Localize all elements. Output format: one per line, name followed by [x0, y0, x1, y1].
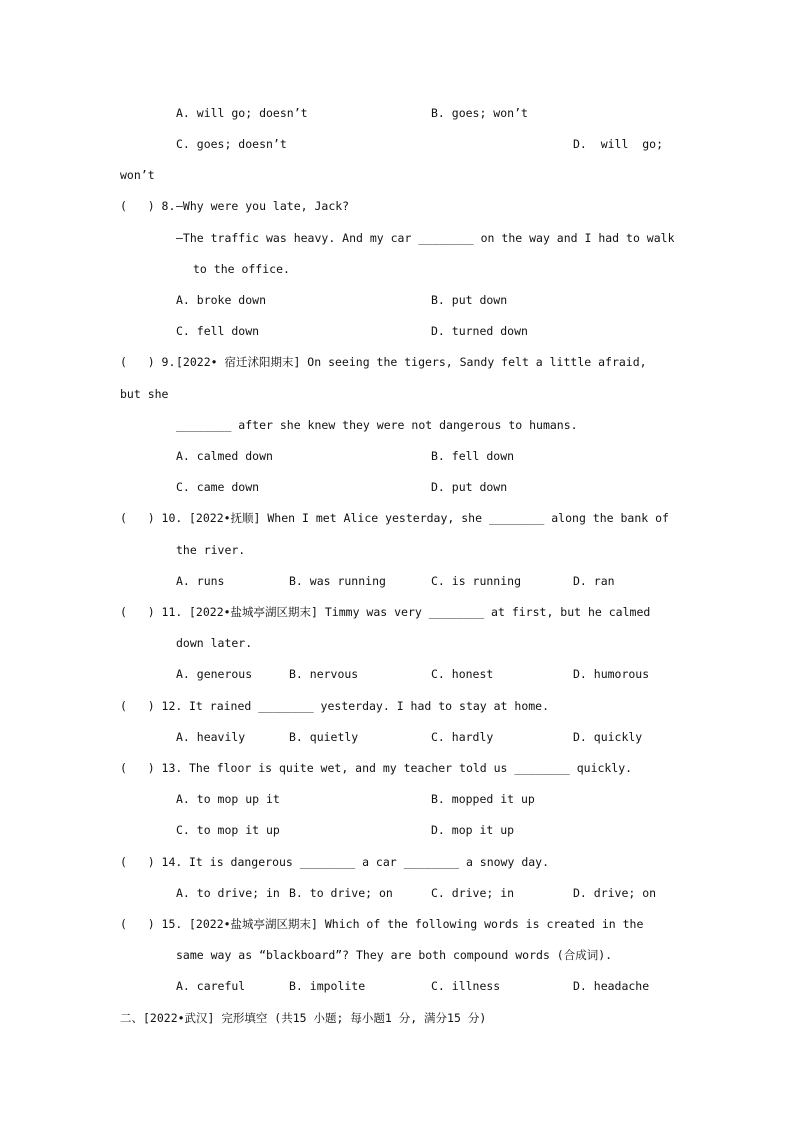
- q7-option-c: C. goes; doesn’t: [176, 137, 287, 151]
- q11-option-d: D. humorous: [573, 667, 650, 681]
- q12-stem: It rained ________ yesterday. I had to stay at home.: [189, 699, 550, 713]
- q15-stem: [2022•盐城亭湖区期末] Which of the following words is created in the: [189, 917, 644, 931]
- q13-option-d: D. mop it up: [431, 823, 515, 837]
- q9-option-b: B. fell down: [431, 449, 515, 463]
- q15-option-a: A. careful: [176, 979, 246, 993]
- q9-stem-line2: ________ after she knew they were not dangerous to humans.: [176, 418, 578, 432]
- q8-stem: —Why were you late, Jack?: [176, 199, 350, 213]
- q13-option-a: A. to mop up it: [176, 792, 280, 806]
- q13-marker: ( ) 13.: [120, 761, 183, 775]
- q10-stem: [2022•抚顺] When I met Alice yesterday, she ________ along the bank of: [189, 511, 669, 525]
- q15-stem-line2: same way as “blackboard”? They are both compound words (合成词).: [176, 948, 613, 962]
- q10-stem-line2: the river.: [176, 543, 246, 557]
- q13-option-c: C. to mop it up: [176, 823, 280, 837]
- q7-option-a: A. will go; doesn’t: [176, 106, 308, 120]
- q8-option-c: C. fell down: [176, 324, 260, 338]
- q9-marker: ( ) 9.: [120, 355, 176, 369]
- q8-marker: ( ) 8.: [120, 199, 176, 213]
- q13-option-b: B. mopped it up: [431, 792, 535, 806]
- q7-option-b: B. goes; won’t: [431, 106, 528, 120]
- q11-option-a: A. generous: [176, 667, 253, 681]
- q8-option-d: D. turned down: [431, 324, 528, 338]
- q9-option-a: A. calmed down: [176, 449, 273, 463]
- q8-option-a: A. broke down: [176, 293, 267, 307]
- q10-option-d: D. ran: [573, 574, 615, 588]
- q14-marker: ( ) 14.: [120, 855, 183, 869]
- q11-stem: [2022•盐城亭湖区期末] Timmy was very ________ at first, but he calmed: [189, 605, 651, 619]
- q10-marker: ( ) 10.: [120, 511, 183, 525]
- q8-option-b: B. put down: [431, 293, 508, 307]
- q14-stem: It is dangerous ________ a car ________ a snowy day.: [189, 855, 550, 869]
- q10-option-c: C. is running: [431, 574, 522, 588]
- q8-stem-line2: —The traffic was heavy. And my car ________ on the way and I had to walk: [176, 231, 675, 245]
- q7-option-d: D. will go;: [573, 137, 664, 151]
- q8-stem-line3: to the office.: [193, 262, 290, 276]
- q9-option-c: C. came down: [176, 480, 260, 494]
- q15-option-b: B. impolite: [289, 979, 366, 993]
- q11-stem-line2: down later.: [176, 636, 253, 650]
- q10-option-b: B. was running: [289, 574, 386, 588]
- q10-option-a: A. runs: [176, 574, 225, 588]
- q14-option-c: C. drive; in: [431, 886, 515, 900]
- q11-option-c: C. honest: [431, 667, 494, 681]
- q7-option-d-wrap: won’t: [120, 168, 155, 182]
- q13-stem: The floor is quite wet, and my teacher told us ________ quickly.: [189, 761, 633, 775]
- q12-option-b: B. quietly: [289, 730, 359, 744]
- q12-option-d: D. quickly: [573, 730, 643, 744]
- q11-option-b: B. nervous: [289, 667, 359, 681]
- q15-option-c: C. illness: [431, 979, 501, 993]
- q12-option-c: C. hardly: [431, 730, 494, 744]
- q14-option-d: D. drive; on: [573, 886, 657, 900]
- q12-marker: ( ) 12.: [120, 699, 183, 713]
- q15-option-d: D. headache: [573, 979, 650, 993]
- q9-option-d: D. put down: [431, 480, 508, 494]
- section-2-heading: 二、[2022•武汉] 完形填空 (共15 小题; 每小题1 分, 满分15 分): [120, 1011, 487, 1025]
- q14-option-b: B. to drive; on: [289, 886, 393, 900]
- q14-option-a: A. to drive; in: [176, 886, 280, 900]
- q15-marker: ( ) 15.: [120, 917, 183, 931]
- q12-option-a: A. heavily: [176, 730, 246, 744]
- q9-stem-wrap: but she: [120, 387, 169, 401]
- q11-marker: ( ) 11.: [120, 605, 183, 619]
- q9-stem: [2022• 宿迁沭阳期末] On seeing the tigers, Sandy felt a little afraid,: [176, 355, 647, 369]
